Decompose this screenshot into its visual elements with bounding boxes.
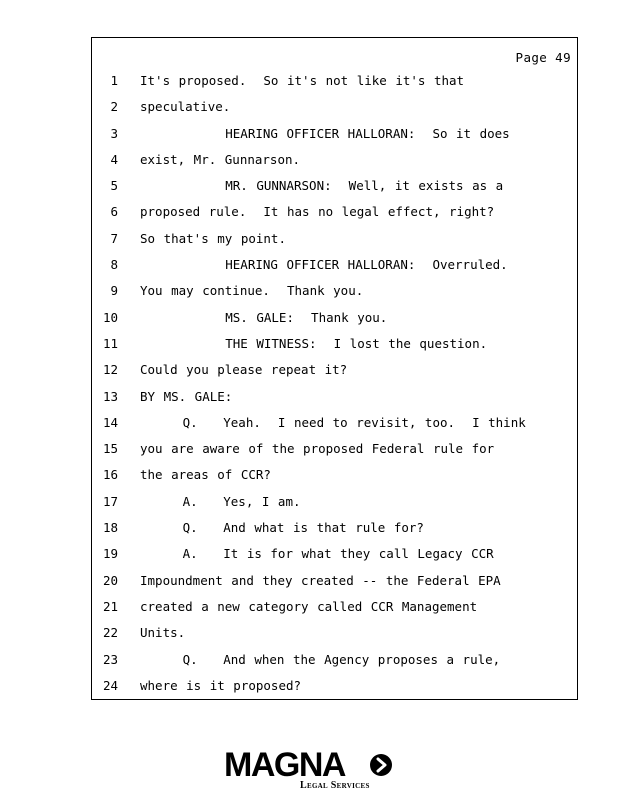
- transcript-line: [92, 462, 577, 488]
- transcript-line: [92, 94, 577, 120]
- transcript-lines: [92, 68, 577, 699]
- line-text: Impoundment and they created -- the Federal EPA: [140, 572, 501, 588]
- transcript-line: [92, 147, 577, 173]
- transcript-line: [92, 541, 577, 567]
- line-text: you are aware of the proposed Federal rule for: [140, 441, 495, 457]
- line-number: 5: [110, 178, 118, 194]
- line-number: 1: [110, 73, 118, 88]
- line-number: 24: [102, 677, 118, 693]
- line-number: 13: [102, 388, 118, 404]
- line-text: A. It is for what they call Legacy CCR: [140, 546, 494, 562]
- line-number: 7: [110, 230, 118, 246]
- transcript-line: [92, 226, 577, 252]
- transcript-line: [92, 436, 577, 462]
- line-number: 23: [102, 651, 118, 667]
- line-number: 22: [102, 625, 118, 641]
- logo-subtext: Legal Services: [300, 780, 370, 791]
- line-text: You may continue. Thank you.: [140, 283, 364, 299]
- line-text: Q. And what is that rule for?: [140, 520, 424, 536]
- transcript-line: [92, 305, 577, 331]
- transcript-line: [92, 489, 577, 515]
- line-number: 17: [102, 493, 118, 509]
- line-number: 20: [102, 572, 118, 588]
- line-text: MR. GUNNARSON: Well, it exists as a: [140, 178, 504, 194]
- transcript-line: [92, 357, 577, 383]
- transcript-line: [92, 410, 577, 436]
- line-number: 18: [102, 520, 118, 536]
- line-number: 6: [110, 204, 118, 220]
- line-number: 11: [102, 335, 118, 351]
- line-text: A. Yes, I am.: [140, 493, 301, 509]
- line-number: 4: [110, 151, 118, 167]
- magna-logo: [224, 746, 404, 794]
- line-number: 12: [102, 362, 118, 378]
- transcript-line: [92, 199, 577, 225]
- transcript-line: [92, 252, 577, 278]
- line-number: 14: [102, 414, 118, 430]
- line-text: HEARING OFFICER HALLORAN: So it does: [140, 125, 510, 141]
- line-number: 2: [110, 99, 118, 115]
- line-text: created a new category called CCR Management: [140, 598, 478, 614]
- line-text: Units.: [140, 625, 186, 641]
- line-text: Q. And when the Agency proposes a rule,: [140, 651, 501, 667]
- transcript-line: [92, 594, 577, 620]
- transcript-line: [92, 173, 577, 199]
- line-text: speculative.: [140, 99, 231, 115]
- transcript-line: [92, 673, 577, 699]
- line-text: where is it proposed?: [140, 677, 302, 693]
- line-text: exist, Mr. Gunnarson.: [140, 151, 301, 167]
- line-text: the areas of CCR?: [140, 467, 271, 483]
- transcript-line: [92, 647, 577, 673]
- transcript-line: [92, 331, 577, 357]
- transcript-line: [92, 278, 577, 304]
- line-text: It's proposed. So it's not like it's that: [140, 73, 465, 88]
- line-number: 15: [102, 441, 118, 457]
- transcript-page: [91, 37, 578, 700]
- line-text: So that's my point.: [140, 230, 286, 246]
- line-text: Could you please repeat it?: [140, 362, 348, 378]
- transcript-line: [92, 384, 577, 410]
- chevron-right-circle-icon: [370, 754, 392, 776]
- line-text: proposed rule. It has no legal effect, right?: [140, 204, 495, 220]
- logo-wordmark: MAGNA: [224, 746, 345, 784]
- line-number: 16: [102, 467, 118, 483]
- page-number: Page 49: [515, 50, 571, 65]
- line-number: 19: [102, 546, 118, 562]
- transcript-line: [92, 568, 577, 594]
- line-number: 21: [102, 598, 118, 614]
- transcript-line: [92, 620, 577, 646]
- line-number: 9: [110, 283, 118, 299]
- transcript-line: [92, 121, 577, 147]
- line-number: 8: [110, 257, 118, 273]
- line-text: HEARING OFFICER HALLORAN: Overruled.: [140, 257, 508, 273]
- line-text: Q. Yeah. I need to revisit, too. I think: [140, 414, 526, 430]
- line-number: 10: [102, 309, 118, 325]
- line-text: THE WITNESS: I lost the question.: [140, 335, 488, 351]
- line-text: BY MS. GALE:: [140, 388, 233, 404]
- line-text: MS. GALE: Thank you.: [140, 309, 388, 325]
- transcript-line: [92, 68, 577, 94]
- line-number: 3: [110, 125, 118, 141]
- transcript-line: [92, 515, 577, 541]
